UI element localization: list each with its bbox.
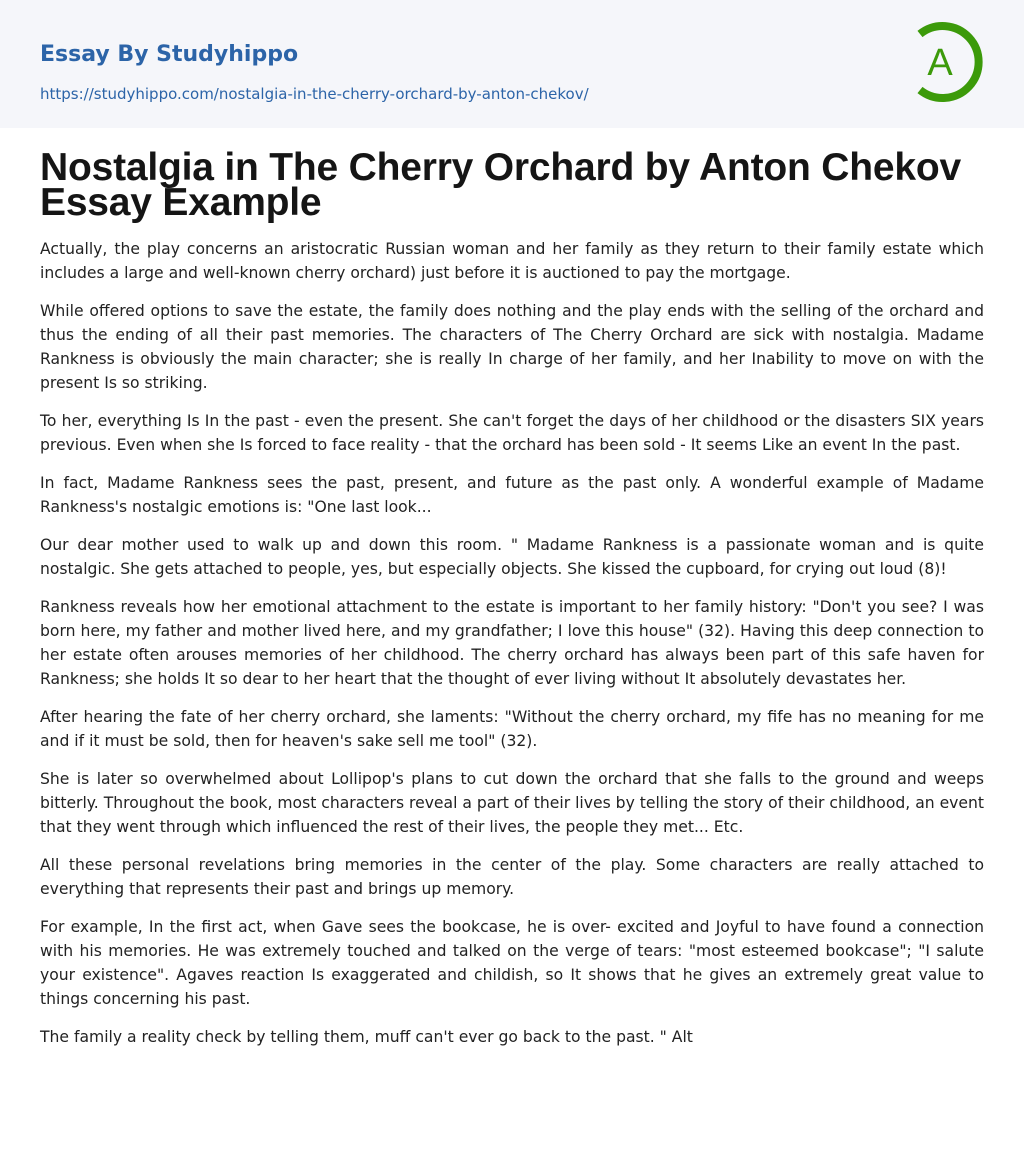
studyhippo-logo-icon[interactable]: [912, 20, 986, 104]
logo-letter: A: [927, 42, 953, 84]
site-name: Essay By Studyhippo: [40, 42, 299, 67]
article-paragraph: In fact, Madame Rankness sees the past, present, and future as the past only. A wonderful example of Madame Rankness's nostalgic emotions is: "One last look...: [40, 474, 984, 516]
article-title: Nostalgia in The Cherry Orchard by Anton Chekov Essay Example: [40, 146, 961, 224]
article-paragraph: All these personal revelations bring memories in the center of the play. Some characters are really attached to everything that represents their past and brings up memory.: [40, 856, 984, 898]
article: [0, 128, 1024, 1049]
article-paragraph: To her, everything Is In the past - even the present. She can't forget the days of her childhood or the disasters SIX years previous. Even when she Is forced to face reality - that the orchard has been sold - It seems Like an event In the past.: [40, 412, 984, 454]
article-paragraph: Rankness reveals how her emotional attachment to the estate is important to her family history: "Don't you see? I was born here, my father and mother lived here, and my grandfather; I love this house" (32). Having this deep connection to her estate often arouses memories of her childhood. The cherry orchard has always been part of this safe haven for Rankness; she holds It so dear to her heart that the thought of ever living without It absolutely devastates her.: [40, 598, 984, 688]
article-paragraph: Our dear mother used to walk up and down this room. " Madame Rankness is a passionate woman and is quite nostalgic. She gets attached to people, yes, but especially objects. She kissed the cupboard, for crying out loud (8)!: [40, 536, 984, 578]
article-paragraph: After hearing the fate of her cherry orchard, she laments: "Without the cherry orchard, my fife has no meaning for me and if it must be sold, then for heaven's sake sell me tool" (32).: [40, 708, 984, 750]
article-paragraph: While offered options to save the estate, the family does nothing and the play ends with the selling of the orchard and thus the ending of all their past memories. The characters of The Cherry Orchard are sick with nostalgia. Madame Rankness is obviously the main character; she is really In charge of her family, and her Inability to move on with the present Is so striking.: [40, 302, 984, 392]
article-paragraph: The family a reality check by telling them, muff can't ever go back to the past. " Alt: [40, 1028, 693, 1046]
article-url-link[interactable]: https://studyhippo.com/nostalgia-in-the-cherry-orchard-by-anton-chekov/: [40, 85, 589, 103]
article-body: [40, 237, 984, 1049]
article-paragraph: For example, In the first act, when Gave sees the bookcase, he is over- excited and Joyful to have found a connection with his memories. He was extremely touched and talked on the verge of tears: "most esteemed bookcase"; "I salute your existence". Agaves reaction Is exaggerated and childish, so It shows that he gives an extremely great value to things concerning his past.: [40, 918, 984, 1008]
article-paragraph: Actually, the play concerns an aristocratic Russian woman and her family as they return to their family estate which includes a large and well-known cherry orchard) just before it is auctioned to pay the mortgage.: [40, 240, 984, 282]
site-header: [0, 0, 1024, 128]
article-paragraph: She is later so overwhelmed about Lollipop's plans to cut down the orchard that she falls to the ground and weeps bitterly. Throughout the book, most characters reveal a part of their lives by telling the story of their childhood, an event that they went through which influenced the rest of their lives, the people they met... Etc.: [40, 770, 984, 836]
